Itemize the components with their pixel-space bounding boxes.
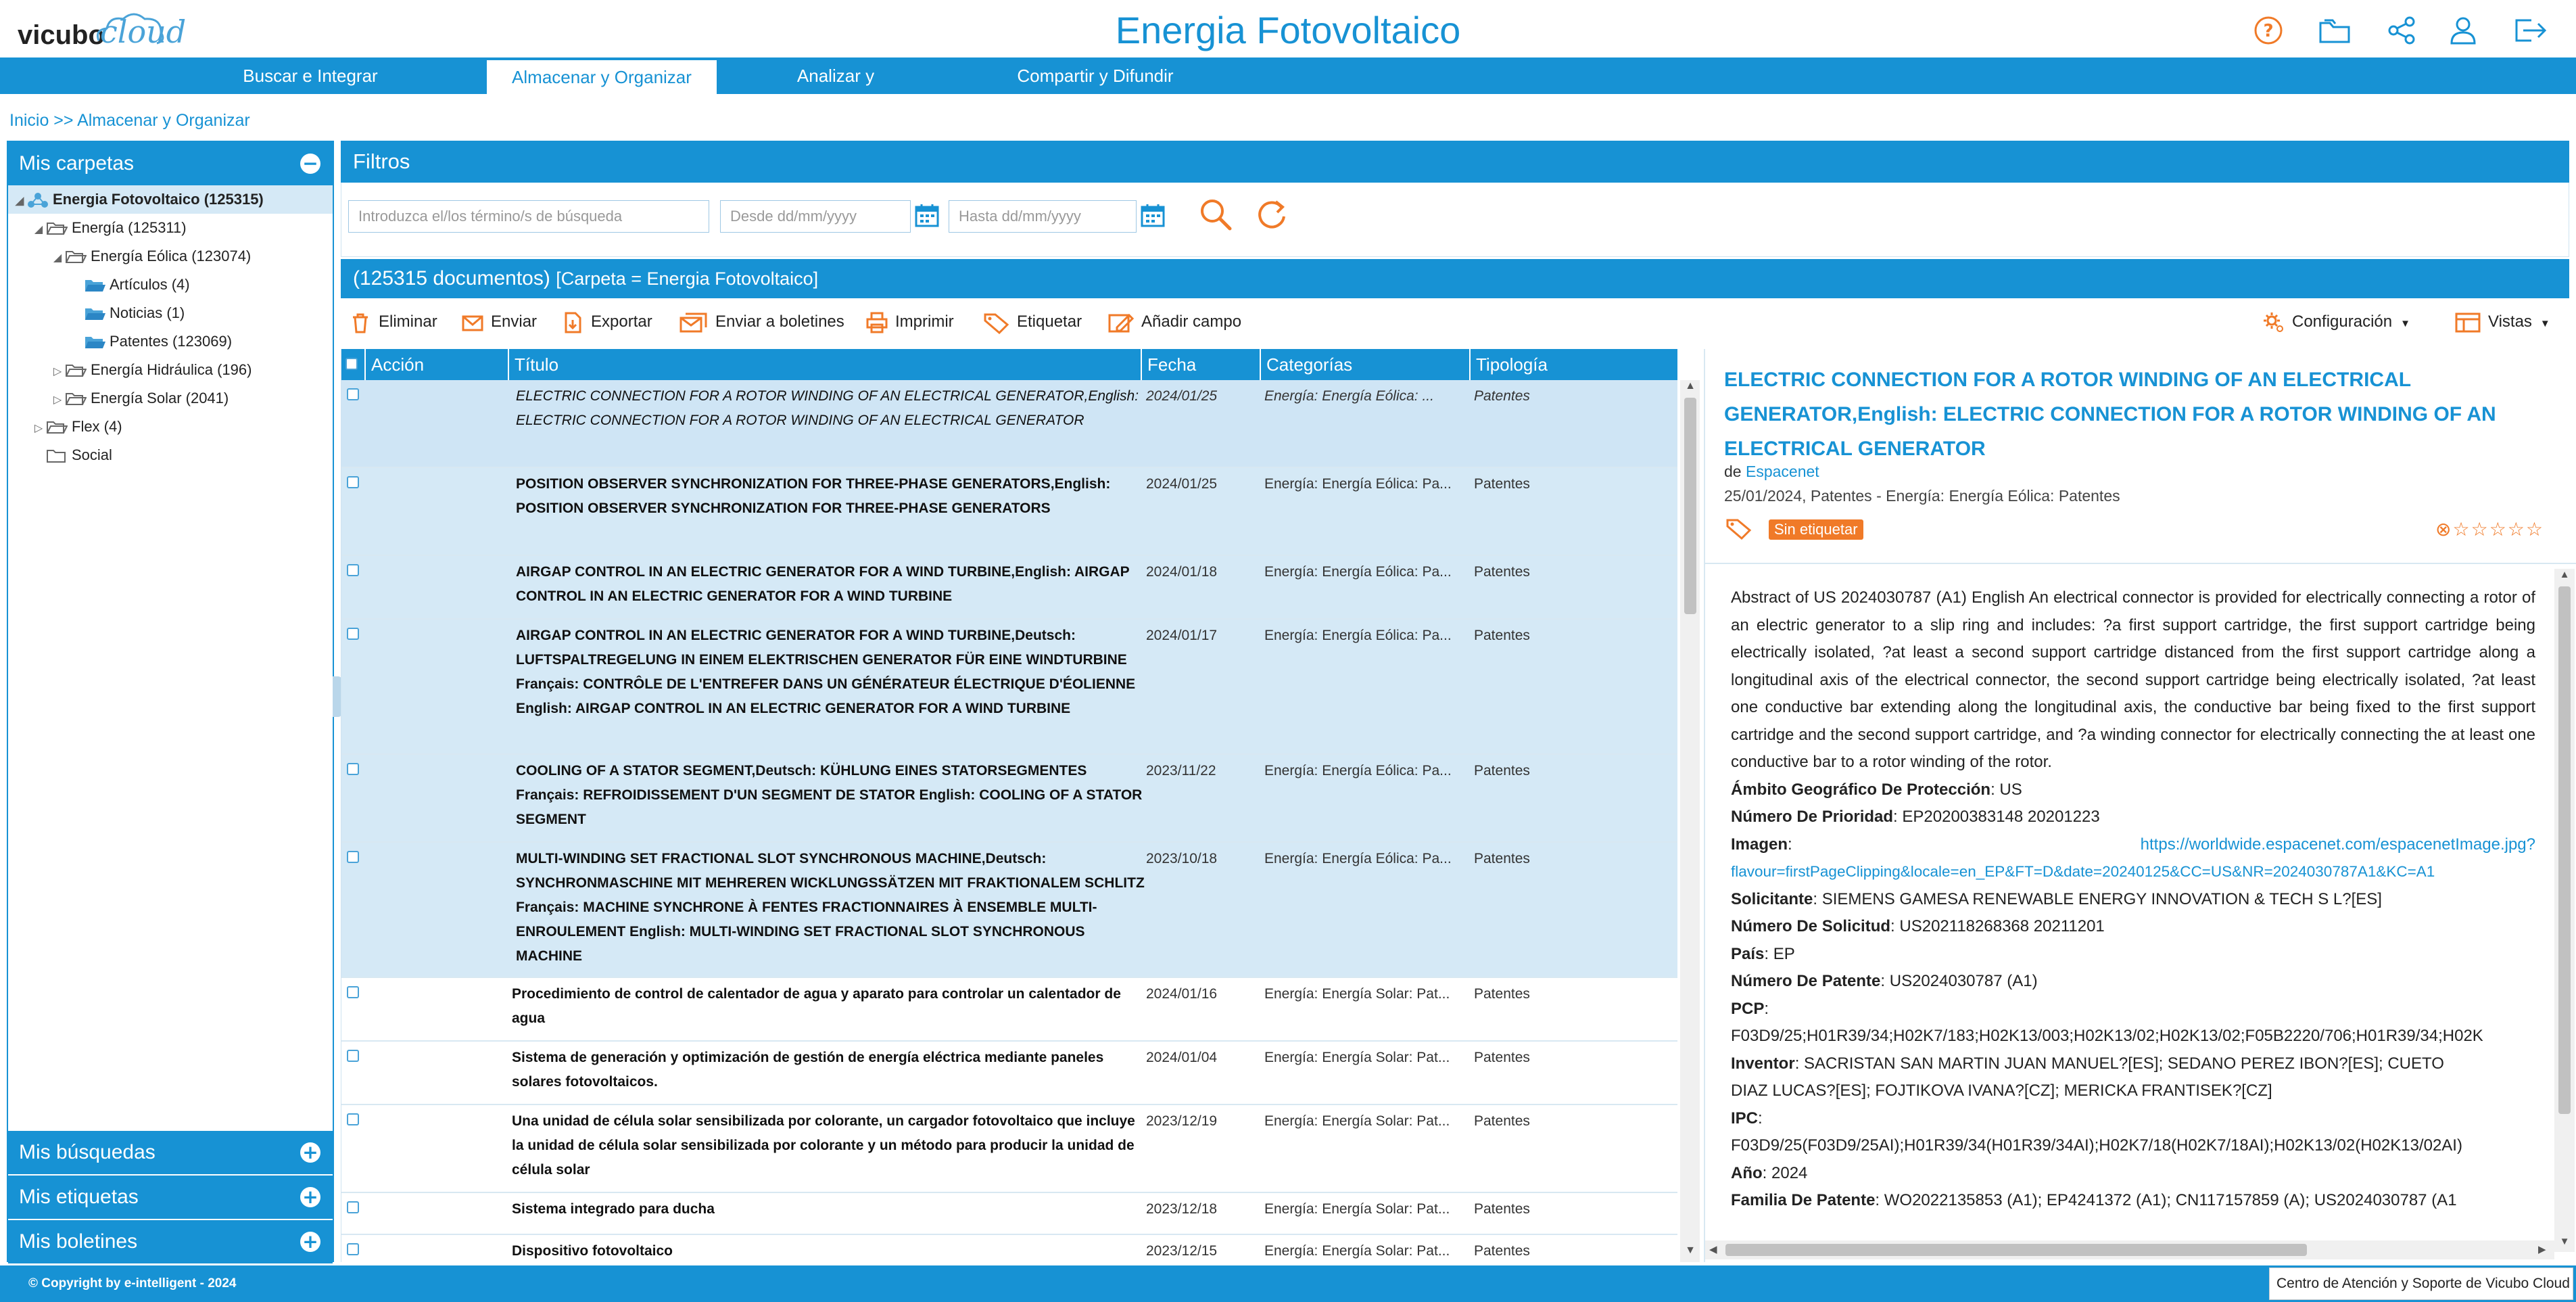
folder-tree (8, 185, 333, 469)
row-title[interactable]: Una unidad de célula solar sensibilizada por colorante, un cargador fotovoltaico que incluye la unidad de célula solar sensibilizada por colorante y un método para producir la unidad de célula solar (512, 1113, 1135, 1178)
tab-buscar-integrar[interactable]: Buscar e Integrar (243, 66, 378, 86)
row-checkbox[interactable] (347, 986, 359, 998)
table-header (341, 349, 1677, 380)
source-link[interactable]: Espacenet (1745, 463, 1819, 480)
top-header (0, 0, 2576, 57)
image-link-cont[interactable]: flavour=firstPageClipping&locale=en_EP&FT=D&date=20240125&CC=US&NR=2024030787A1&KC=A1 (1731, 863, 2435, 880)
field-anio: Año: 2024 (1731, 1163, 1808, 1182)
add-field-button[interactable] (1107, 309, 1241, 335)
scroll-left-icon[interactable]: ◀ (1709, 1244, 1717, 1255)
field-value: 2024 (1771, 1163, 1808, 1182)
row-date: 2024/01/17 (1146, 628, 1218, 643)
scroll-down-icon[interactable]: ▼ (1685, 1245, 1696, 1256)
row-type: Patentes (1474, 476, 1530, 492)
open-folder-icon (65, 249, 87, 265)
row-title[interactable]: MULTI-WINDING SET FRACTIONAL SLOT SYNCHRONOUS MACHINE,Deutsch: SYNCHRONMASCHINE MIT MEHREREN WICKLUNGSSÄTZEN MIT FRAKTIONALEM SCHLITZ Français: MACHINE SYNCHRONE À FENTES FRACTIONNAIRES À ENSEMBLE MULTI-ENROULEMENT English: MULTI-WINDING SET FRACTIONAL SLOT SYNCHRONOUS MACHINE (516, 851, 1145, 964)
table-row[interactable] (341, 556, 1677, 620)
row-checkbox[interactable] (347, 1113, 359, 1125)
export-file-icon (561, 311, 584, 334)
row-date: 2024/01/04 (1146, 1050, 1218, 1065)
detail-title[interactable]: ELECTRIC CONNECTION FOR A ROTOR WINDING OF AN ELECTRICAL GENERATOR,English: ELECTRIC CONNECTION FOR A ROTOR WINDING OF AN ELECTRICAL GENERATOR (1724, 369, 2496, 460)
no-tag-badge[interactable]: Sin etiquetar (1769, 519, 1863, 540)
row-title[interactable]: POSITION OBSERVER SYNCHRONIZATION FOR THREE-PHASE GENERATORS,English: POSITION OBSERVER SYNCHRONIZATION FOR THREE-PHASE GENERATORS (516, 476, 1111, 516)
detail-hscrollbar[interactable] (1705, 1240, 2554, 1259)
tree-item-energia[interactable] (8, 214, 333, 242)
app-title: Energia Fotovoltaico (1115, 9, 1461, 51)
field-value: WO2022135853 (A1); EP4241372 (A1); CN117157859 (A); US2024030787 (A1 (1884, 1191, 2457, 1209)
row-type: Patentes (1474, 388, 1530, 404)
scrollbar-thumb[interactable] (2558, 586, 2571, 1114)
print-button[interactable] (865, 309, 954, 335)
table-row[interactable] (341, 620, 1677, 755)
field-value: US202118268368 20211201 (1899, 917, 2105, 935)
row-checkbox[interactable] (347, 388, 359, 400)
send-to-bulletins-button[interactable] (679, 309, 844, 335)
folders-title: Mis carpetas (19, 152, 135, 175)
add-field-icon (1107, 311, 1135, 334)
tab-analizar-visualizar[interactable]: Analizar y Visualizar (796, 66, 875, 122)
tree-item-noticias[interactable] (8, 299, 333, 327)
row-checkbox[interactable] (347, 1201, 359, 1213)
field-value: SIEMENS GAMESA RENEWABLE ENERGY INNOVATION & TECH S L?[ES] (1821, 889, 2382, 908)
row-category: Energía: Energía Eólica: Pa... (1264, 763, 1452, 778)
table-scrollbar[interactable] (1680, 380, 1700, 1262)
col-categorias[interactable]: Categorías (1261, 349, 1471, 380)
expand-triangle-icon[interactable]: ▷ (53, 394, 62, 406)
clear-rating-icon[interactable]: ⊗ (2435, 519, 2453, 540)
field-value: US2024030787 (A1) (1889, 972, 2038, 990)
share-icon[interactable] (2387, 15, 2418, 46)
row-checkbox[interactable] (347, 564, 359, 576)
expand-plus-icon[interactable]: + (300, 1187, 320, 1207)
settings-dropdown[interactable] (2262, 309, 2410, 335)
star-icon[interactable]: ☆ (2489, 519, 2508, 540)
tree-label: Energia Fotovoltaico (125315) (53, 191, 264, 208)
views-dropdown[interactable] (2454, 309, 2550, 335)
envelope-icon (461, 311, 484, 334)
collapse-triangle-icon[interactable]: ◢ (15, 195, 24, 207)
expand-triangle-icon[interactable]: ▷ (53, 366, 62, 377)
select-all-checkbox[interactable] (345, 358, 358, 370)
row-date: 2023/12/19 (1146, 1113, 1218, 1129)
field-label: PCP (1731, 999, 1765, 1018)
tree-item-energia-fotovoltaico[interactable] (8, 185, 333, 214)
col-titulo[interactable]: Título (509, 349, 1142, 380)
blue-folder-icon (84, 306, 105, 322)
searches-header[interactable] (8, 1131, 333, 1174)
field-label: País (1731, 944, 1765, 963)
field-label: Número De Patente (1731, 972, 1881, 990)
star-icon[interactable]: ☆ (2471, 519, 2489, 540)
tree-item-energia-solar[interactable] (8, 384, 333, 413)
tree-label: Artículos (4) (110, 276, 190, 293)
tag-button[interactable] (983, 309, 1082, 335)
field-label: Solicitante (1731, 889, 1813, 908)
star-icon[interactable]: ☆ (2452, 519, 2471, 540)
col-tipologia[interactable]: Tipología (1476, 354, 1548, 375)
field-label: IPC (1731, 1109, 1759, 1127)
svg-text:?: ? (2263, 21, 2274, 41)
row-date: 2023/12/15 (1146, 1243, 1218, 1259)
source-prefix: de (1724, 463, 1742, 480)
send-label: Enviar (491, 312, 538, 331)
field-label: Familia De Patente (1731, 1191, 1876, 1209)
row-type: Patentes (1474, 1050, 1530, 1065)
row-date: 2023/10/18 (1146, 851, 1218, 866)
row-title[interactable]: AIRGAP CONTROL IN AN ELECTRIC GENERATOR FOR A WIND TURBINE,English: AIRGAP CONTROL IN AN ELECTRIC GENERATOR FOR A WIND TURBINE (516, 564, 1130, 604)
field-value: EP20200383148 20201223 (1902, 808, 2100, 826)
user-icon[interactable] (2448, 15, 2479, 46)
star-icon[interactable]: ☆ (2525, 519, 2545, 540)
logout-icon[interactable] (2511, 15, 2549, 46)
field-inventor: Inventor: SACRISTAN SAN MARTIN JUAN MANUEL?[ES]; SEDANO PEREZ IBON?[ES]; CUETO (1731, 1054, 2444, 1073)
field-imagen: Imagen: https://worldwide.espacenet.com/espacenetImage.jpg? (1731, 831, 2535, 859)
documents-table (341, 349, 1700, 1262)
row-type: Patentes (1474, 763, 1530, 778)
row-type: Patentes (1474, 986, 1530, 1002)
send-button[interactable] (461, 309, 537, 335)
filters-header: Filtros (341, 141, 2569, 183)
table-row[interactable] (341, 380, 1677, 468)
row-title[interactable]: ELECTRIC CONNECTION FOR A ROTOR WINDING OF AN ELECTRICAL GENERATOR,English: ELECTRIC CONNECTION FOR A ROTOR WINDING OF AN ELECTRICAL GENERATOR (516, 388, 1139, 428)
results-count-bar (341, 259, 2569, 298)
row-category: Energía: Energía Solar: Pat... (1264, 1243, 1450, 1259)
tab-compartir-difundir[interactable]: Compartir y Difundir (1017, 66, 1174, 86)
tree-item-articulos[interactable] (8, 271, 333, 299)
field-label: Ámbito Geográfico De Protección (1731, 780, 1991, 799)
bulletins-header[interactable] (8, 1220, 333, 1263)
field-value: SACRISTAN SAN MARTIN JUAN MANUEL?[ES]; SEDANO PEREZ IBON?[ES]; CUETO (1804, 1054, 2444, 1073)
document-detail-panel (1704, 349, 2576, 1262)
row-checkbox[interactable] (347, 628, 359, 640)
row-category: Energía: Energía Eólica: Pa... (1264, 476, 1452, 492)
export-button[interactable] (561, 309, 652, 335)
row-type: Patentes (1474, 1113, 1530, 1129)
tree-label: Energía Eólica (123074) (91, 248, 252, 264)
table-row[interactable] (341, 468, 1677, 556)
print-label: Imprimir (895, 312, 954, 331)
send-to-bulletins-label: Enviar a boletines (715, 312, 844, 331)
delete-button[interactable] (349, 309, 437, 335)
row-title[interactable]: Dispositivo fotovoltaico (512, 1243, 673, 1259)
trash-icon (349, 311, 372, 334)
folder-icon[interactable] (2318, 15, 2353, 46)
tree-item-social[interactable] (8, 441, 333, 469)
field-familia: Familia De Patente: WO2022135853 (A1); EP4241372 (A1); CN117157859 (A); US2024030787 (A1 (1731, 1191, 2457, 1209)
field-patente: Número De Patente: US2024030787 (A1) (1731, 972, 2038, 990)
chevron-down-icon: ▼ (2539, 318, 2550, 329)
field-ipc: IPC: (1731, 1109, 1763, 1127)
row-type: Patentes (1474, 564, 1530, 580)
folder-icon (46, 448, 68, 464)
pcp-value: F03D9/25;H01R39/34;H02K7/183;H02K13/003;H02K13/02;H02K13/02;F05B2220/706;H01R39/34;H02K (1731, 1027, 2483, 1045)
tree-item-patentes[interactable] (8, 327, 333, 356)
table-row[interactable] (341, 755, 1677, 843)
inventor-value-cont: DIAZ LUCAS?[ES]; FOJTIKOVA IVANA?[CZ]; MERICKA FRANTISEK?[CZ] (1731, 1082, 2272, 1100)
field-pais: País: EP (1731, 944, 1795, 963)
row-title[interactable]: Procedimiento de control de calentador de agua y aparato para controlar un calentador de agua (512, 986, 1121, 1026)
views-icon (2454, 311, 2481, 334)
expand-plus-icon[interactable]: + (300, 1142, 320, 1163)
row-category: Energía: Energía Solar: Pat... (1264, 1201, 1450, 1217)
detail-meta: 25/01/2024, Patentes - Energía: Energía Eólica: Patentes (1724, 487, 2120, 505)
detail-source-line (1724, 463, 1819, 481)
scroll-up-icon[interactable]: ▲ (1685, 380, 1696, 392)
scroll-up-icon[interactable]: ▲ (2559, 569, 2570, 580)
date-from-input[interactable]: Desde dd/mm/yyyy (720, 200, 911, 233)
field-value: US (1999, 780, 2022, 799)
collapse-triangle-icon[interactable]: ◢ (34, 224, 43, 235)
support-center-button[interactable]: Centro de Atención y Soporte de Vicubo Cloud (2269, 1268, 2573, 1300)
tree-item-energia-eolica[interactable] (8, 242, 333, 271)
tag-icon[interactable] (1725, 517, 1752, 541)
folders-header[interactable] (8, 142, 333, 185)
cloud-icon (93, 9, 168, 50)
row-date: 2023/12/18 (1146, 1201, 1218, 1217)
gear-icon (2262, 311, 2285, 334)
network-folder-icon (27, 192, 49, 208)
abstract-text: Abstract of US 2024030787 (A1) English An electrical connector is provided for electrically connecting a rotor of an electric generator to a slip ring and includes: ?a first support cartridge, the first support cartridge being electrically isolated, ?at least a second support cartridge distanced from the first support cartridge along a longitudinal axis of the electrical connector, the second support cartridge being electrically isolated, ?at least one conductive bar extending along the longitudinal axis, the conductive bar being fixed to the first support cartridge and the second support cartridge, and ?a winding connector for electrically connecting the at least one conductive bar to a rotor winding of the rotor. (1731, 588, 2535, 771)
field-ambito: Ámbito Geográfico De Protección: US (1731, 780, 2022, 799)
tags-title: Mis etiquetas (19, 1186, 139, 1208)
table-row[interactable] (341, 1235, 1677, 1262)
field-label: Imagen (1731, 835, 1788, 854)
row-date: 2024/01/16 (1146, 986, 1218, 1002)
col-accion[interactable]: Acción (366, 349, 509, 380)
row-category: Energía: Energía Eólica: Pa... (1264, 564, 1452, 580)
table-row[interactable] (341, 1193, 1677, 1235)
star-icon[interactable]: ☆ (2507, 519, 2526, 540)
row-type: Patentes (1474, 628, 1530, 643)
bulletins-title: Mis boletines (19, 1230, 138, 1253)
tree-label: Energía Solar (2041) (91, 390, 229, 406)
row-date: 2024/01/18 (1146, 564, 1218, 580)
table-row[interactable] (341, 843, 1677, 978)
views-label: Vistas (2488, 312, 2532, 331)
row-checkbox[interactable] (347, 1050, 359, 1062)
row-type: Patentes (1474, 1201, 1530, 1217)
expand-triangle-icon[interactable]: ▷ (34, 423, 43, 434)
copyright-text: © Copyright by e-intelligent - 2024 (28, 1276, 237, 1291)
filters-panel (341, 183, 2569, 257)
table-row[interactable] (341, 978, 1677, 1042)
calendar-icon[interactable] (1139, 202, 1166, 229)
chevron-down-icon: ▼ (2400, 318, 2410, 329)
row-date: 2023/11/22 (1146, 763, 1216, 778)
row-category: Energía: Energía Solar: Pat... (1264, 986, 1450, 1002)
bulletin-envelope-icon (679, 311, 709, 334)
row-type: Patentes (1474, 1243, 1530, 1259)
field-solicitante: Solicitante: SIEMENS GAMESA RENEWABLE ENERGY INNOVATION & TECH S L?[ES] (1731, 889, 2382, 908)
collapse-triangle-icon[interactable]: ◢ (53, 252, 62, 264)
row-date: 2024/01/25 (1146, 476, 1218, 492)
expand-plus-icon[interactable]: + (300, 1232, 320, 1252)
field-value: EP (1773, 944, 1795, 963)
tree-label: Energía (125311) (72, 219, 187, 236)
tree-label: Social (72, 446, 112, 463)
scrollbar-thumb[interactable] (1684, 398, 1696, 614)
field-solicitud: Número De Solicitud: US202118268368 20211201 (1731, 917, 2105, 935)
tag-icon (983, 311, 1010, 334)
footer (0, 1265, 2576, 1302)
table-row[interactable] (341, 1105, 1677, 1193)
field-label: Año (1731, 1163, 1763, 1182)
ipc-value: F03D9/25(F03D9/25AI);H01R39/34(H01R39/34AI);H02K7/18(H02K7/18AI);H02K13/02(H02K13/02AI) (1731, 1136, 2462, 1155)
blue-folder-icon (84, 334, 105, 350)
vicubo-logo[interactable] (18, 9, 187, 50)
open-folder-icon (65, 363, 87, 379)
tags-header[interactable] (8, 1176, 333, 1219)
row-checkbox[interactable] (347, 1243, 359, 1255)
calendar-icon[interactable] (913, 202, 940, 229)
delete-label: Eliminar (379, 312, 437, 331)
logo-cloud-text: cloud (100, 14, 187, 50)
field-prioridad: Número De Prioridad: EP20200383148 20201223 (1731, 808, 2100, 826)
row-checkbox[interactable] (347, 851, 359, 863)
results-folder: [Carpeta = Energia Fotovoltaico] (556, 269, 819, 289)
row-title[interactable]: Sistema integrado para ducha (512, 1201, 715, 1217)
field-label: Número De Solicitud (1731, 917, 1891, 935)
row-date: 2024/01/25 (1146, 388, 1218, 404)
row-title[interactable]: Sistema de generación y optimización de gestión de energía eléctrica mediante paneles solares fotovoltaicos. (512, 1050, 1104, 1090)
rating-stars[interactable] (2435, 518, 2544, 540)
select-all-cell (341, 349, 366, 380)
tab-almacenar-organizar[interactable]: Almacenar y Organizar (487, 60, 717, 94)
row-checkbox[interactable] (347, 476, 359, 488)
detail-scrollbar[interactable] (2554, 569, 2575, 1252)
actions-toolbar (341, 298, 2569, 346)
refresh-icon[interactable] (1254, 196, 1291, 233)
row-type: Patentes (1474, 851, 1530, 866)
image-link[interactable]: https://worldwide.espacenet.com/espacenetImage.jpg? (2140, 835, 2535, 854)
row-category: Energía: Energía Solar: Pat... (1264, 1050, 1450, 1065)
settings-label: Configuración (2292, 312, 2393, 331)
search-input[interactable]: Introduzca el/los término/s de búsqueda (348, 200, 709, 233)
collapse-icon[interactable]: − (300, 154, 320, 174)
scroll-down-icon[interactable]: ▼ (2559, 1236, 2570, 1247)
searches-title: Mis búsquedas (19, 1141, 156, 1163)
tree-item-flex[interactable] (8, 413, 333, 441)
blue-folder-icon (84, 277, 105, 294)
add-field-label: Añadir campo (1141, 312, 1242, 331)
results-count: (125315 documentos) (353, 267, 550, 289)
row-category: Energía: Energía Eólica: Pa... (1264, 628, 1452, 643)
search-icon[interactable] (1197, 196, 1234, 233)
tree-label: Patentes (123069) (110, 333, 233, 350)
open-folder-icon (65, 391, 87, 407)
open-folder-icon (46, 419, 68, 436)
breadcrumb[interactable]: Inicio >> Almacenar y Organizar (9, 111, 250, 130)
table-row[interactable] (341, 1042, 1677, 1105)
date-to-input[interactable]: Hasta dd/mm/yyyy (949, 200, 1137, 233)
row-title[interactable]: COOLING OF A STATOR SEGMENT,Deutsch: KÜHLUNG EINES STATORSEGMENTES Français: REFROIDISSEMENT D'UN SEGMENT DE STATOR English: COOLING OF A STATOR SEGMENT (516, 763, 1143, 827)
tree-label: Noticias (1) (110, 304, 185, 321)
row-checkbox[interactable] (347, 763, 359, 775)
field-label: Número De Prioridad (1731, 808, 1894, 826)
printer-icon (865, 311, 888, 334)
detail-body (1731, 584, 2535, 1215)
tree-label: Energía Hidráulica (196) (91, 361, 252, 378)
scroll-right-icon[interactable]: ▶ (2538, 1244, 2546, 1255)
tree-item-energia-hidraulica[interactable] (8, 356, 333, 384)
row-category: Energía: Energía Eólica: Pa... (1264, 851, 1452, 866)
export-label: Exportar (591, 312, 652, 331)
tag-label: Etiquetar (1017, 312, 1082, 331)
row-category: Energía: Energía Eólica: ... (1264, 388, 1434, 404)
tree-label: Flex (4) (72, 418, 122, 435)
row-title[interactable]: AIRGAP CONTROL IN AN ELECTRIC GENERATOR FOR A WIND TURBINE,Deutsch: LUFTSPALTREGELUNG IN EINEM ELEKTRISCHEN GENERATOR FÜR EINE WINDTURBINE Français: CONTRÔLE DE L'ENTREFER DANS UN GÉNÉRATEUR ÉLECTRIQUE D'ÉOLIENNE English: AIRGAP CONTROL IN AN ELECTRIC GENERATOR FOR A WIND TURBINE (516, 628, 1136, 716)
hscrollbar-thumb[interactable] (1725, 1244, 2307, 1256)
open-folder-icon (46, 220, 68, 237)
row-category: Energía: Energía Solar: Pat... (1264, 1113, 1450, 1129)
logo-text: vicubo (18, 20, 105, 50)
help-icon[interactable] (2253, 15, 2284, 46)
field-pcp: PCP: (1731, 999, 1769, 1018)
divider (1705, 563, 2576, 564)
field-label: Inventor (1731, 1054, 1795, 1073)
sidebar (7, 141, 334, 1262)
col-fecha[interactable]: Fecha (1142, 349, 1261, 380)
